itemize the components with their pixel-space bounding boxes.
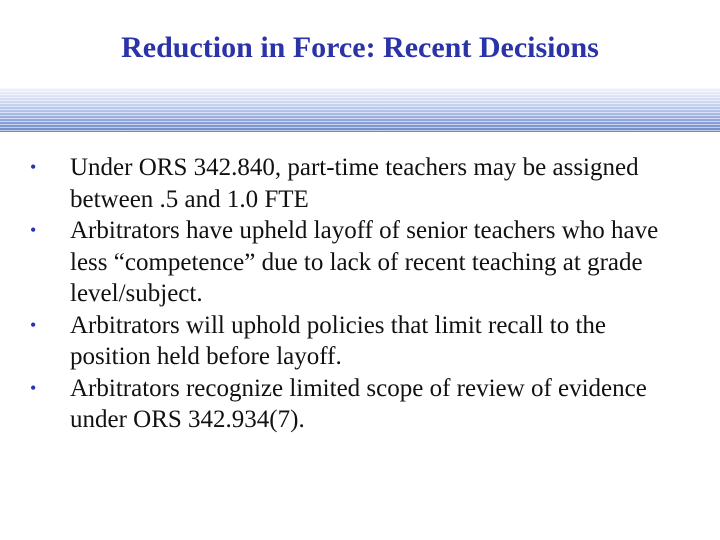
bullet-icon: •: [30, 157, 37, 177]
bullet-item: [28, 215, 688, 310]
bullet-text: Arbitrators have upheld layoff of senior teachers who have less “competence” due to lack of recent teaching at grade level/subject.: [70, 217, 659, 307]
bullet-icon: •: [30, 314, 37, 335]
bullet-icon: •: [30, 220, 37, 240]
bullet-text: Arbitrators will uphold policies that limit recall to the position held before layoff.: [70, 311, 606, 370]
bullet-item: [28, 373, 688, 436]
bullet-item: [28, 310, 688, 373]
bullet-text: Arbitrators recognize limited scope of review of evidence under ORS 342.934(7).: [70, 374, 647, 433]
bullet-icon: •: [30, 377, 37, 398]
bullet-item: [28, 152, 688, 215]
slide-title: Reduction in Force: Recent Decisions: [121, 31, 599, 64]
title-decorative-band: [0, 88, 720, 132]
bullet-text: Under ORS 342.840, part-time teachers may be assigned between .5 and 1.0 FTE: [70, 154, 639, 213]
bullet-list: [28, 152, 688, 436]
